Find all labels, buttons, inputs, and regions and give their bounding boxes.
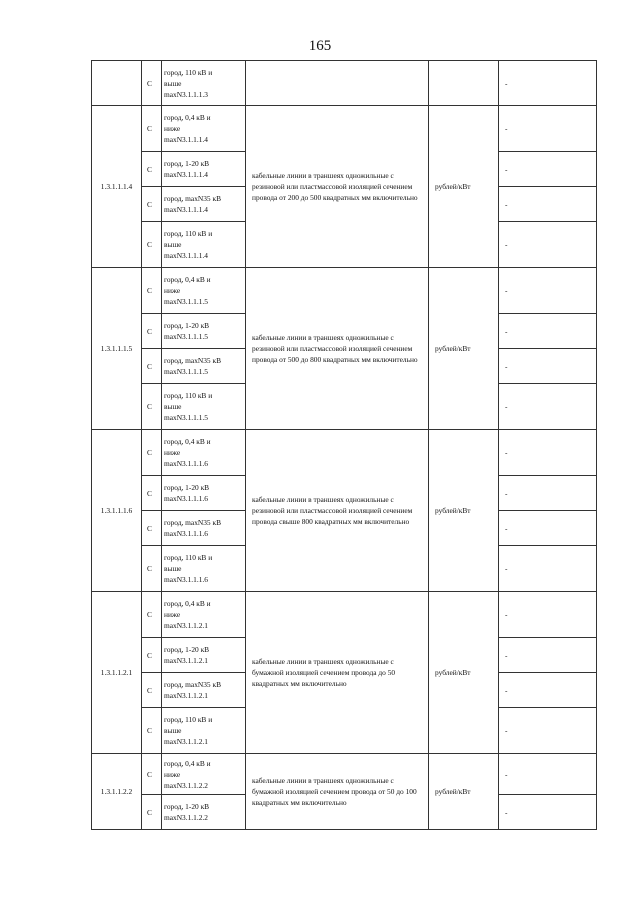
value-cell: - — [499, 511, 597, 546]
voltage-line: maxN3.1.1.1.5 — [164, 413, 208, 422]
code-cell: 1.3.1.1.2.2 — [92, 754, 142, 830]
unit-cell: рублей/кВт — [429, 754, 499, 830]
voltage-line: город, 0,4 кВ и — [164, 275, 211, 284]
voltage-line: город, 1-20 кВ — [164, 645, 210, 654]
voltage-line: город, maxN35 кВ — [164, 680, 221, 689]
voltage-cell — [162, 795, 246, 830]
voltage-line: город, maxN35 кВ — [164, 356, 221, 365]
description-cell — [246, 61, 429, 106]
value-cell: - — [499, 187, 597, 222]
voltage-cell — [162, 314, 246, 349]
voltage-line: maxN3.1.1.1.6 — [164, 459, 208, 468]
type-cell: С — [142, 314, 162, 349]
code-cell: 1.3.1.1.2.1 — [92, 592, 142, 754]
type-cell: С — [142, 384, 162, 430]
table-row — [92, 106, 597, 152]
voltage-line: город, 110 кВ и — [164, 391, 213, 400]
voltage-line: город, 0,4 кВ и — [164, 599, 211, 608]
voltage-line: maxN3.1.1.2.1 — [164, 737, 208, 746]
voltage-cell — [162, 349, 246, 384]
tariff-table-body — [92, 61, 597, 830]
voltage-cell — [162, 384, 246, 430]
type-cell: С — [142, 187, 162, 222]
table-row — [92, 592, 597, 638]
value-cell: - — [499, 476, 597, 511]
voltage-line: город, 0,4 кВ и — [164, 113, 211, 122]
unit-cell: рублей/кВт — [429, 268, 499, 430]
type-cell: С — [142, 476, 162, 511]
voltage-line: выше — [164, 564, 182, 573]
value-cell: - — [499, 754, 597, 795]
voltage-line: maxN3.1.1.1.3 — [164, 89, 208, 99]
voltage-cell — [162, 152, 246, 187]
value-cell: - — [499, 384, 597, 430]
voltage-cell — [162, 638, 246, 673]
voltage-line: maxN3.1.1.2.1 — [164, 656, 208, 665]
voltage-line: город, 0,4 кВ и — [164, 758, 211, 768]
type-cell: С — [142, 61, 162, 106]
voltage-cell — [162, 476, 246, 511]
voltage-line: maxN3.1.1.2.2 — [164, 780, 208, 790]
value-cell: - — [499, 61, 597, 106]
voltage-line: maxN3.1.1.2.1 — [164, 691, 208, 700]
value-cell: - — [499, 795, 597, 830]
description-cell: кабельные линии в траншеях одножильные с резиновой или пластмассовой изоляцией сечением провода от 200 до 500 квадратных мм включительно — [246, 106, 429, 268]
voltage-line: город, maxN35 кВ — [164, 194, 221, 203]
voltage-cell — [162, 592, 246, 638]
type-cell: С — [142, 638, 162, 673]
voltage-cell — [162, 430, 246, 476]
value-cell: - — [499, 268, 597, 314]
tariff-table-container — [91, 60, 596, 830]
type-cell: С — [142, 754, 162, 795]
tariff-table — [91, 60, 597, 830]
voltage-line: город, 1-20 кВ — [164, 321, 210, 330]
value-cell: - — [499, 314, 597, 349]
voltage-line: maxN3.1.1.1.5 — [164, 367, 208, 376]
unit-cell: рублей/кВт — [429, 592, 499, 754]
voltage-line: maxN3.1.1.1.4 — [164, 135, 208, 144]
type-cell: С — [142, 430, 162, 476]
description-cell: кабельные линии в траншеях одножильные с бумажной изоляцией сечением провода от 50 до 100 квадратных мм включительно — [246, 754, 429, 830]
voltage-cell — [162, 673, 246, 708]
voltage-line: выше — [164, 402, 182, 411]
voltage-line: maxN3.1.1.1.4 — [164, 205, 208, 214]
voltage-line: maxN3.1.1.1.6 — [164, 494, 208, 503]
voltage-line: город, maxN35 кВ — [164, 518, 221, 527]
voltage-line: город, 0,4 кВ и — [164, 437, 211, 446]
type-cell: С — [142, 592, 162, 638]
type-cell: С — [142, 268, 162, 314]
voltage-line: maxN3.1.1.1.5 — [164, 297, 208, 306]
voltage-cell — [162, 222, 246, 268]
unit-cell: рублей/кВт — [429, 430, 499, 592]
voltage-line: ниже — [164, 610, 181, 619]
voltage-line: город, 110 кВ и — [164, 229, 213, 238]
voltage-line: выше — [164, 726, 182, 735]
type-cell: С — [142, 349, 162, 384]
value-cell: - — [499, 152, 597, 187]
voltage-line: maxN3.1.1.1.5 — [164, 332, 208, 341]
table-row — [92, 268, 597, 314]
voltage-line: выше — [164, 78, 182, 88]
voltage-line: ниже — [164, 448, 181, 457]
unit-cell — [429, 61, 499, 106]
code-cell: 1.3.1.1.1.4 — [92, 106, 142, 268]
value-cell: - — [499, 106, 597, 152]
value-cell: - — [499, 430, 597, 476]
code-cell: 1.3.1.1.1.5 — [92, 268, 142, 430]
unit-cell: рублей/кВт — [429, 106, 499, 268]
table-row — [92, 430, 597, 476]
type-cell: С — [142, 673, 162, 708]
voltage-line: maxN3.1.1.1.4 — [164, 251, 208, 260]
description-cell: кабельные линии в траншеях одножильные с резиновой или пластмассовой изоляцией сечением провода свыше 800 квадратных мм включительно — [246, 430, 429, 592]
value-cell: - — [499, 638, 597, 673]
voltage-line: город, 1-20 кВ — [164, 802, 210, 811]
value-cell: - — [499, 673, 597, 708]
voltage-cell — [162, 511, 246, 546]
type-cell: С — [142, 152, 162, 187]
voltage-line: город, 110 кВ и — [164, 715, 213, 724]
voltage-line: город, 1-20 кВ — [164, 483, 210, 492]
value-cell: - — [499, 222, 597, 268]
type-cell: С — [142, 546, 162, 592]
voltage-line: maxN3.1.1.2.1 — [164, 621, 208, 630]
type-cell: С — [142, 511, 162, 546]
voltage-cell — [162, 708, 246, 754]
voltage-line: maxN3.1.1.1.4 — [164, 170, 208, 179]
type-cell: С — [142, 106, 162, 152]
voltage-line: maxN3.1.1.1.6 — [164, 575, 208, 584]
voltage-cell — [162, 268, 246, 314]
code-cell — [92, 61, 142, 106]
table-row — [92, 61, 597, 106]
code-cell: 1.3.1.1.1.6 — [92, 430, 142, 592]
voltage-cell — [162, 187, 246, 222]
voltage-line: ниже — [164, 286, 181, 295]
table-row — [92, 754, 597, 795]
voltage-line: выше — [164, 240, 182, 249]
voltage-cell — [162, 106, 246, 152]
type-cell: С — [142, 708, 162, 754]
voltage-line: maxN3.1.1.2.2 — [164, 813, 208, 822]
value-cell: - — [499, 546, 597, 592]
voltage-cell — [162, 546, 246, 592]
value-cell: - — [499, 592, 597, 638]
voltage-line: город, 110 кВ и — [164, 553, 213, 562]
voltage-line: ниже — [164, 124, 181, 133]
description-cell: кабельные линии в траншеях одножильные с бумажной изоляцией сечением провода до 50 квадратных мм включительно — [246, 592, 429, 754]
voltage-line: город, 110 кВ и — [164, 67, 213, 77]
description-cell: кабельные линии в траншеях одножильные с резиновой или пластмассовой изоляцией сечением провода от 500 до 800 квадратных мм включительно — [246, 268, 429, 430]
voltage-cell — [162, 754, 246, 795]
value-cell: - — [499, 708, 597, 754]
voltage-line: город, 1-20 кВ — [164, 159, 210, 168]
type-cell: С — [142, 795, 162, 830]
voltage-line: maxN3.1.1.1.6 — [164, 529, 208, 538]
page-number: 165 — [308, 38, 332, 54]
type-cell: С — [142, 222, 162, 268]
value-cell: - — [499, 349, 597, 384]
voltage-cell — [162, 61, 246, 106]
voltage-line: ниже — [164, 769, 181, 779]
